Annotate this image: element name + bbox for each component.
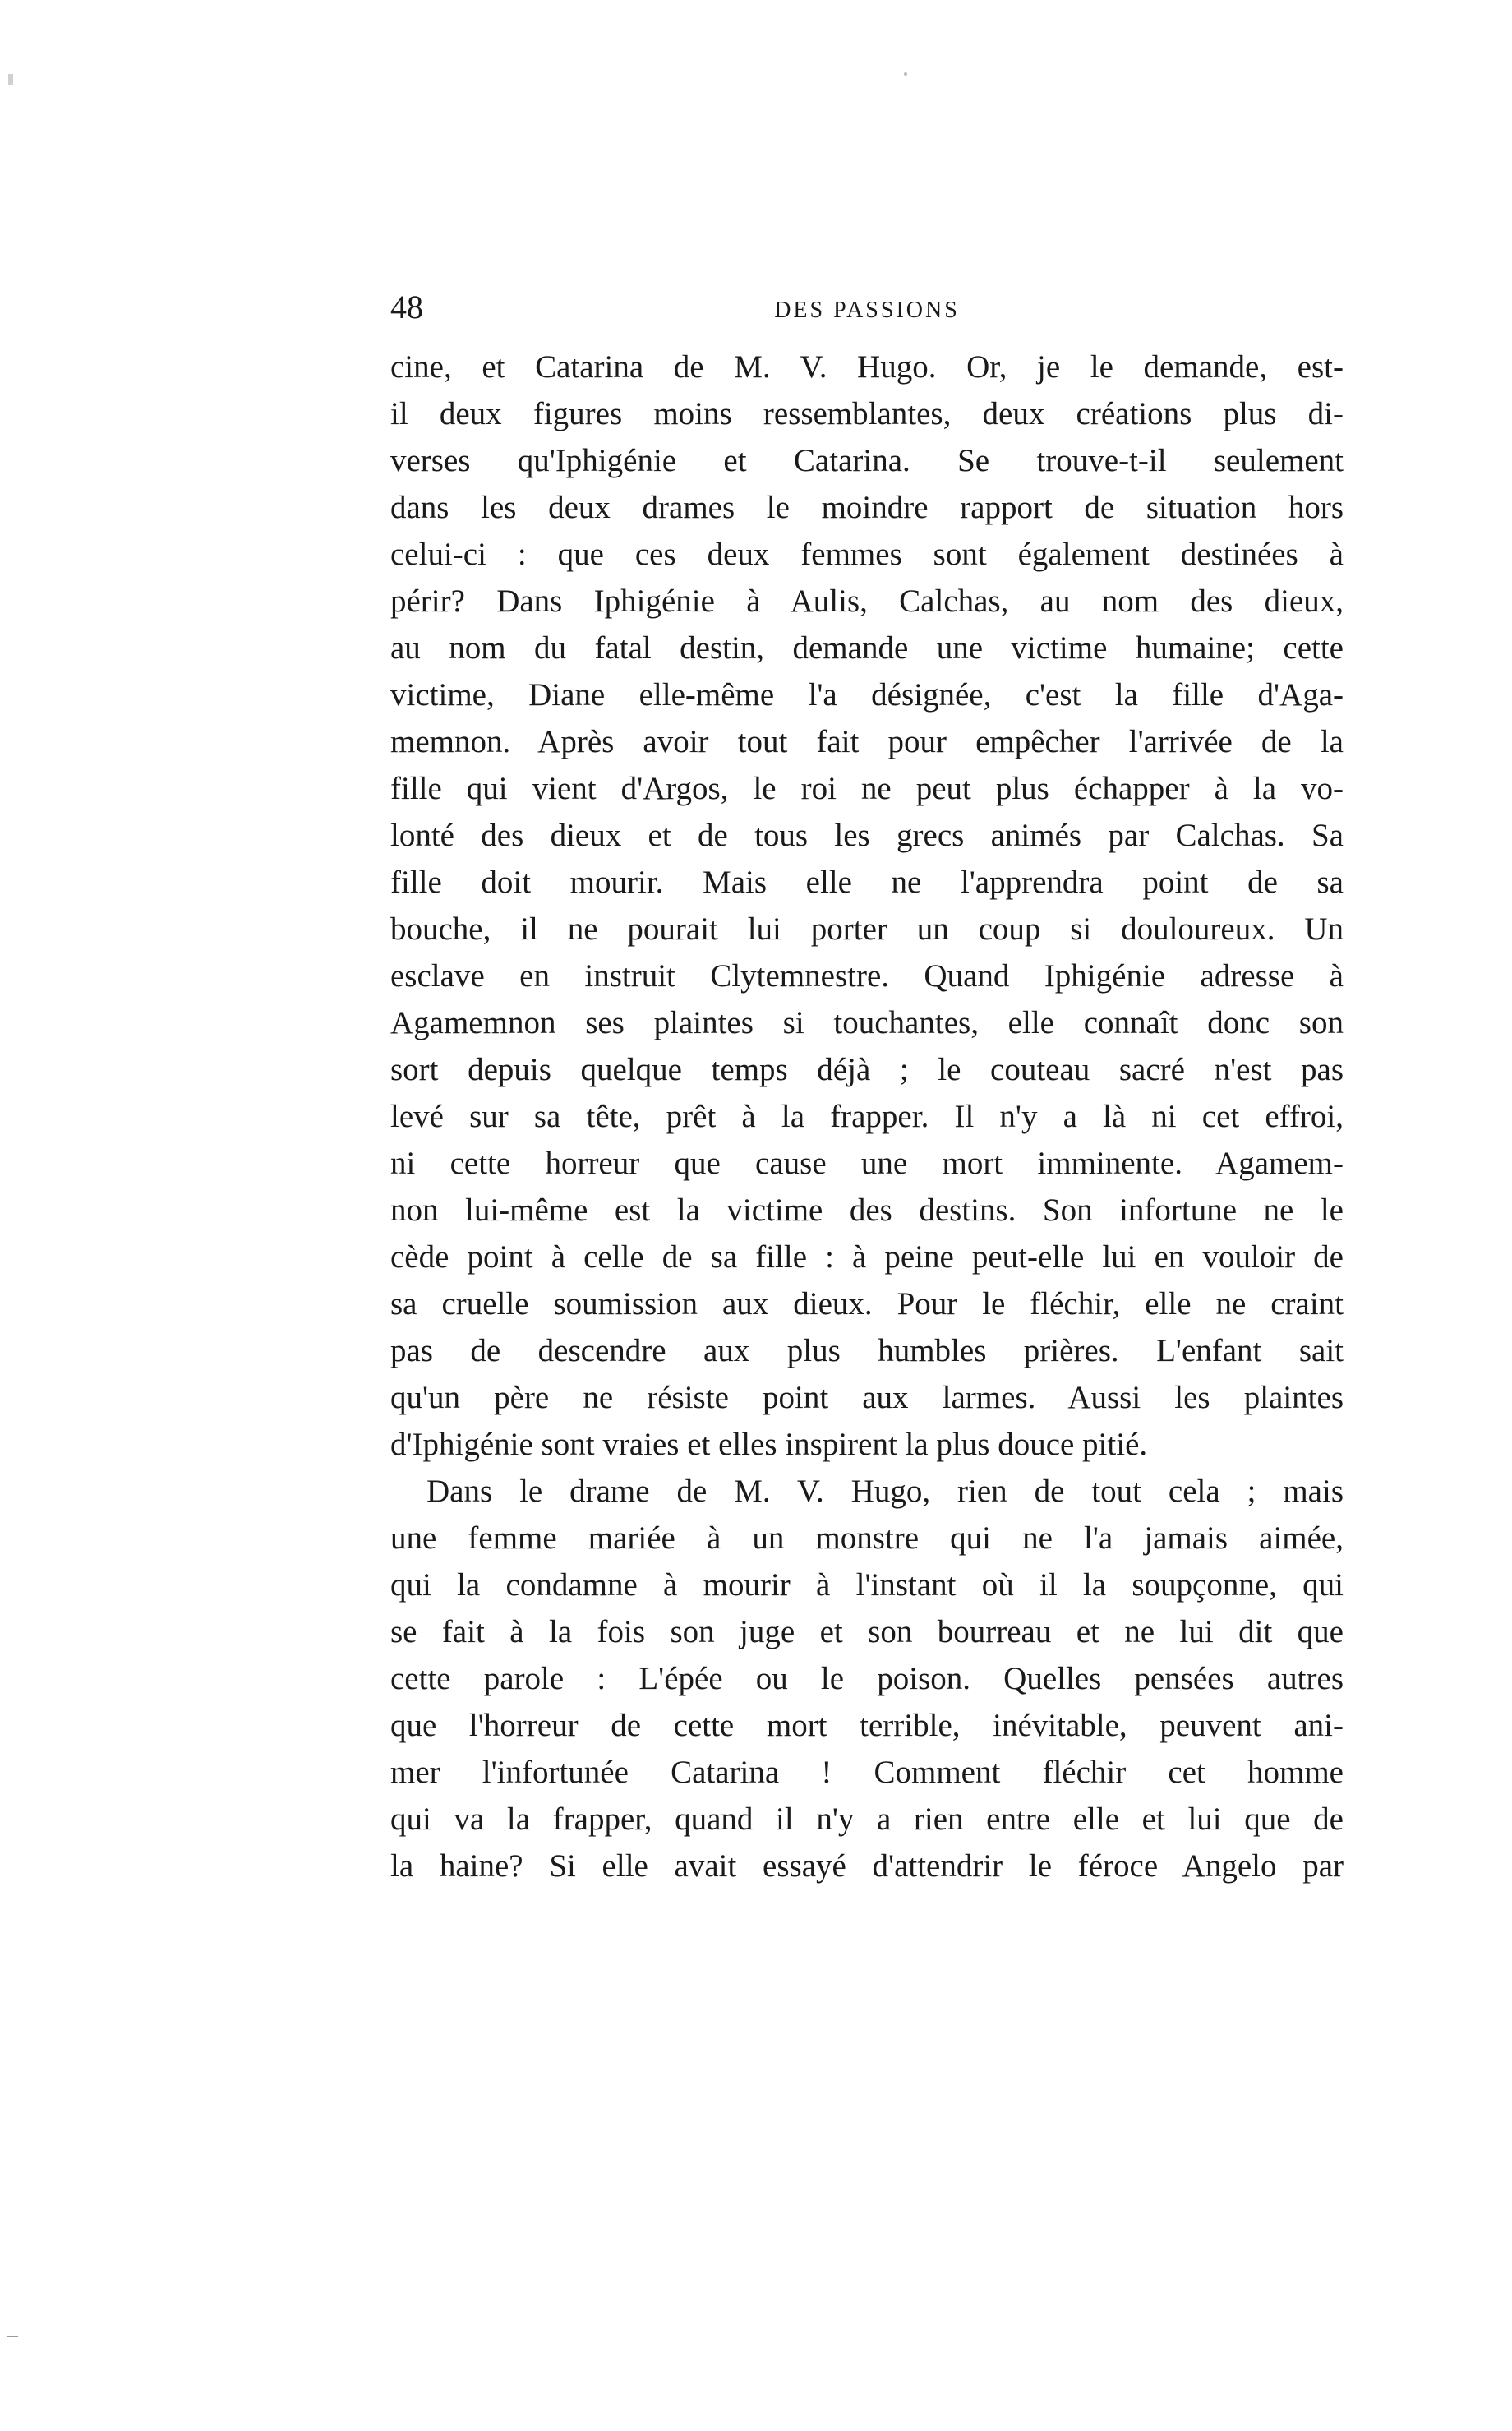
text-line: la haine? Si elle avait essayé d'attendrir le féroce Angelo par [390, 1848, 1344, 1884]
text-line: ni cette horreur que cause une mort imminente. Agamem- [390, 1146, 1344, 1181]
text-line: fille doit mourir. Mais elle ne l'apprendra point de sa [390, 865, 1344, 900]
text-line: cède point à celle de sa fille : à peine peut-elle lui en vouloir de [390, 1239, 1344, 1275]
text-line: victime, Diane elle-même l'a désignée, c'est la fille d'Aga- [390, 677, 1344, 713]
text-line: que l'horreur de cette mort terrible, inévitable, peuvent ani- [390, 1708, 1344, 1743]
scan-edge-mark [7, 2336, 18, 2337]
text-line: il deux figures moins ressemblantes, deux créations plus di- [390, 396, 1344, 431]
page-number: 48 [390, 288, 423, 325]
text-line: d'Iphigénie sont vraies et elles inspirent la plus douce pitié. [390, 1427, 1148, 1462]
text-line: esclave en instruit Clytemnestre. Quand Iphigénie adresse à [390, 958, 1344, 994]
text-line: cette parole : L'épée ou le poison. Quelles pensées autres [390, 1661, 1344, 1696]
text-line: memnon. Après avoir tout fait pour empêcher l'arrivée de la [390, 724, 1344, 759]
text-line: bouche, il ne pourait lui porter un coup si douloureux. Un [390, 911, 1344, 947]
text-line: non lui-même est la victime des destins. Son infortune ne le [390, 1192, 1344, 1228]
text-line: sort depuis quelque temps déjà ; le couteau sacré n'est pas [390, 1052, 1344, 1087]
running-title: DES PASSIONS [774, 298, 960, 323]
text-line: pas de descendre aux plus humbles prières. L'enfant sait [390, 1333, 1344, 1368]
text-line: au nom du fatal destin, demande une victime humaine; cette [390, 630, 1344, 666]
text-line: sa cruelle soumission aux dieux. Pour le fléchir, elle ne craint [390, 1286, 1344, 1322]
text-line: Agamemnon ses plaintes si touchantes, elle connaît donc son [390, 1005, 1344, 1040]
text-line: qu'un père ne résiste point aux larmes. Aussi les plaintes [390, 1380, 1344, 1415]
text-line: lonté des dieux et de tous les grecs animés par Calchas. Sa [390, 818, 1344, 853]
text-line: périr? Dans Iphigénie à Aulis, Calchas, au nom des dieux, [390, 584, 1344, 619]
text-line: mer l'infortunée Catarina ! Comment fléchir cet homme [390, 1755, 1344, 1790]
text-line: levé sur sa tête, prêt à la frapper. Il n'y a là ni cet effroi, [390, 1099, 1344, 1134]
scan-speck [904, 72, 907, 76]
text-line: dans les deux drames le moindre rapport de situation hors [390, 490, 1344, 525]
text-line: se fait à la fois son juge et son bourreau et ne lui dit que [390, 1614, 1344, 1649]
text-line: fille qui vient d'Argos, le roi ne peut plus échapper à la vo- [390, 771, 1344, 806]
text-line: qui va la frapper, quand il n'y a rien entre elle et lui que de [390, 1801, 1344, 1837]
text-line: verses qu'Iphigénie et Catarina. Se trouve-t-il seulement [390, 443, 1344, 478]
text-line: une femme mariée à un monstre qui ne l'a jamais aimée, [390, 1520, 1344, 1556]
text-line: cine, et Catarina de M. V. Hugo. Or, je le demande, est- [390, 349, 1344, 385]
text-line: Dans le drame de M. V. Hugo, rien de tout cela ; mais [426, 1474, 1344, 1509]
body-text [390, 344, 1344, 1889]
scan-edge-mark [8, 74, 13, 85]
text-line: celui-ci : que ces deux femmes sont également destinées à [390, 537, 1344, 572]
text-line: qui la condamne à mourir à l'instant où il la soupçonne, qui [390, 1567, 1344, 1603]
running-head [390, 283, 1344, 332]
